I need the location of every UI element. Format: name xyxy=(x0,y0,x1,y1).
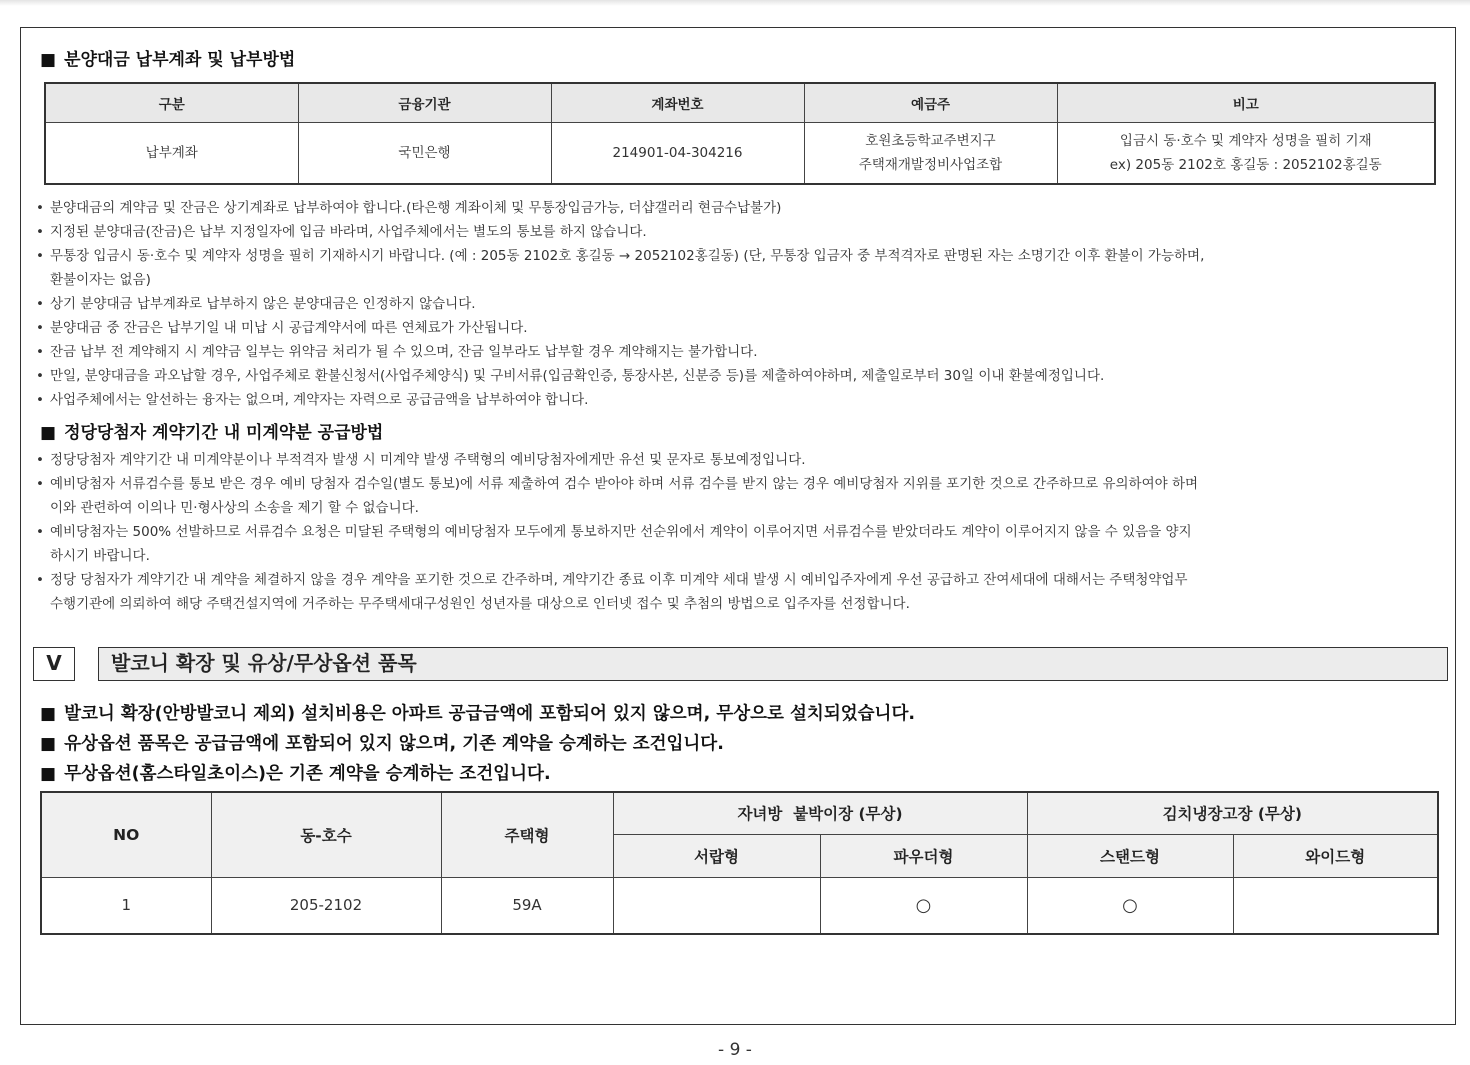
section-title: 발코니 확장 및 유상/무상옵션 품목 xyxy=(98,647,1448,681)
header-drawer: 서랍형 xyxy=(613,834,820,877)
option-line-text: 유상옵션 품목은 공급금액에 포함되어 있지 않으며, 기존 계약을 승계하는 조건입니다. xyxy=(64,734,724,754)
holder-line2: 주택재개발정비사업조합 xyxy=(858,157,1003,173)
header-group-closet: 자녀방 붙박이장 (무상) xyxy=(613,792,1027,834)
payment-account-table xyxy=(44,82,1436,185)
bullet-continuation: 수행기관에 의뢰하여 해당 주택건설지역에 거주하는 무주택세대구성원인 성년자를 대상으로 인터넷 접수 및 추첨의 방법으로 입주자를 선정합니다. xyxy=(50,596,910,612)
cell-drawer xyxy=(613,877,820,934)
cell-account[interactable]: 214901-04-304216 xyxy=(551,123,804,185)
cell-holder xyxy=(804,123,1057,185)
list-item: • 만일, 분양대금을 과오납할 경우, 사업주체로 환불신청서(사업주체양식) 및 구비서류(입금확인증, 통장사본, 신분증 등)를 제출하여야하며, 제출일로부터 30일 이내 환불예정입니다. xyxy=(36,368,1105,384)
top-shadow xyxy=(0,0,1470,6)
option-line-text: 무상옵션(홈스타일초이스)은 기존 계약을 승계하는 조건입니다. xyxy=(64,764,551,784)
page-number: - 9 - xyxy=(718,1040,752,1060)
table-row xyxy=(41,877,1438,934)
bullet-text: 예비당첨자는 500% 선발하므로 서류검수 요청은 미달된 주택형의 예비당첨자 모두에게 통보하지만 선순위에서 계약이 이루어지면 서류검수를 받았더라도 계약이 이루어지지 않을 수 있음을 양지 xyxy=(50,524,1192,540)
list-item: • 사업주체에서는 알선하는 융자는 없으며, 계약자는 자력으로 공급금액을 납부하여야 합니다. xyxy=(36,392,589,408)
header-stand: 스탠드형 xyxy=(1027,834,1233,877)
header-group-kimchi: 김치냉장고장 (무상) xyxy=(1027,792,1438,834)
unsold-heading-text: 정당당첨자 계약기간 내 미계약분 공급방법 xyxy=(64,423,384,443)
bullet-text: 예비당첨자 서류검수를 통보 받은 경우 예비 당첨자 검수일(별도 통보)에 서류 제출하여 검수 받아야 하며 서류 검수를 받지 않는 경우 예비당첨자 지위를 포기한 것으로 간주하므로 유의하여야 하며 xyxy=(50,476,1199,492)
option-line-text: 발코니 확장(안방발코니 제외) 설치비용은 아파트 공급금액에 포함되어 있지 않으며, 무상으로 설치되었습니다. xyxy=(64,704,916,724)
option-table xyxy=(40,791,1439,935)
option-line-2 xyxy=(40,730,724,755)
bullet-text: 사업주체에서는 알선하는 융자는 없으며, 계약자는 자력으로 공급금액을 납부하여야 합니다. xyxy=(50,392,589,408)
cell-no: 1 xyxy=(41,877,211,934)
cell-unit: 205-2102 xyxy=(211,877,441,934)
header-no: NO xyxy=(41,792,211,877)
list-item: • 정당당첨자 계약기간 내 미계약분이나 부적격자 발생 시 미계약 발생 주택형의 예비당첨자에게만 유선 및 문자로 통보예정입니다. xyxy=(36,452,806,468)
header-wide: 와이드형 xyxy=(1233,834,1438,877)
square-bullet-icon: ■ xyxy=(40,423,57,443)
square-bullet-icon: ■ xyxy=(40,734,57,754)
list-item: • 예비당첨자는 500% 선발하므로 서류검수 요청은 미달된 주택형의 예비당첨자 모두에게 통보하지만 선순위에서 계약이 이루어지면 서류검수를 받았더라도 계약이 이루어지지 않을 수 있음을 양지 하시기 바랍니다. xyxy=(36,520,1436,568)
note-line2: ex) 205동 2102호 홍길동 : 2052102홍길동 xyxy=(1109,157,1382,173)
table-header-row xyxy=(41,792,1438,834)
note-line1: 입금시 동·호수 및 계약자 성명을 필히 기재 xyxy=(1119,133,1372,149)
list-item: • 분양대금의 계약금 및 잔금은 상기계좌로 납부하여야 합니다.(타은행 계좌이체 및 무통장입금가능, 더샵갤러리 현금수납불가) xyxy=(36,200,782,216)
header-account: 계좌번호 xyxy=(551,83,804,123)
cell-type: 59A xyxy=(441,877,613,934)
table-row xyxy=(45,123,1435,185)
bullet-text: 분양대금 중 잔금은 납부기일 내 미납 시 공급계약서에 따른 연체료가 가산됩니다. xyxy=(50,320,528,336)
table-header-row xyxy=(45,83,1435,123)
list-item: • 정당 당첨자가 계약기간 내 계약을 체결하지 않을 경우 계약을 포기한 것으로 간주하며, 계약기간 종료 이후 미계약 세대 발생 시 예비입주자에게 우선 공급하고 잔여세대에 대해서는 주택청약업무 수행기관에 의뢰하여 해당 주택건설지역에 거주하는 무주택세대구성원인 성년자를 대상으로 인터넷 접수 및 추첨의 방법으로 입주자를 선정합니다. xyxy=(36,568,1436,616)
bullet-continuation: 하시기 바랍니다. xyxy=(50,548,150,564)
section-number: V xyxy=(33,647,75,681)
bullet-text: 무통장 입금시 동·호수 및 계약자 성명을 필히 기재하시기 바랍니다. (예 : 205동 2102호 홍길동 → 2052102홍길동) (단, 무통장 입금자 중 부적격자로 판명된 자는 소명기간 이후 환불이 가능하며, xyxy=(50,248,1205,264)
header-unit: 동-호수 xyxy=(211,792,441,877)
list-item: • 예비당첨자 서류검수를 통보 받은 경우 예비 당첨자 검수일(별도 통보)에 서류 제출하여 검수 받아야 하며 서류 검수를 받지 않는 경우 예비당첨자 지위를 포기한 것으로 간주하므로 유의하여야 하며 이와 관련하여 이의나 민·형사상의 소송을 제기 할 수 없습니다. xyxy=(36,472,1436,520)
list-item: • 잔금 납부 전 계약해지 시 계약금 일부는 위약금 처리가 될 수 있으며, 잔금 일부라도 납부할 경우 계약해지는 불가합니다. xyxy=(36,344,758,360)
list-item: • 지정된 분양대금(잔금)은 납부 지정일자에 입금 바라며, 사업주체에서는 별도의 통보를 하지 않습니다. xyxy=(36,224,647,240)
cell-note xyxy=(1057,123,1435,185)
header-holder: 예금주 xyxy=(804,83,1057,123)
payment-heading xyxy=(40,45,295,70)
cell-type: 납부계좌 xyxy=(45,123,298,185)
cell-powder: ○ xyxy=(820,877,1027,934)
header-powder: 파우더형 xyxy=(820,834,1027,877)
list-item: • 상기 분양대금 납부계좌로 납부하지 않은 분양대금은 인정하지 않습니다. xyxy=(36,296,476,312)
bullet-text: 잔금 납부 전 계약해지 시 계약금 일부는 위약금 처리가 될 수 있으며, 잔금 일부라도 납부할 경우 계약해지는 불가합니다. xyxy=(50,344,758,360)
holder-line1: 호원초등학교주변지구 xyxy=(865,133,996,149)
bullet-text: 정당당첨자 계약기간 내 미계약분이나 부적격자 발생 시 미계약 발생 주택형의 예비당첨자에게만 유선 및 문자로 통보예정입니다. xyxy=(50,452,806,468)
bullet-continuation: 이와 관련하여 이의나 민·형사상의 소송을 제기 할 수 없습니다. xyxy=(50,500,419,516)
unsold-bullets xyxy=(36,448,1436,616)
option-line-1 xyxy=(40,700,915,725)
header-category: 구분 xyxy=(45,83,298,123)
cell-wide xyxy=(1233,877,1438,934)
cell-stand: ○ xyxy=(1027,877,1233,934)
unsold-heading xyxy=(40,418,383,443)
bullet-text: 상기 분양대금 납부계좌로 납부하지 않은 분양대금은 인정하지 않습니다. xyxy=(50,296,476,312)
payment-bullets xyxy=(36,196,1436,412)
bullet-text: 만일, 분양대금을 과오납할 경우, 사업주체로 환불신청서(사업주체양식) 및 구비서류(입금확인증, 통장사본, 신분증 등)를 제출하여야하며, 제출일로부터 30일 이내 환불예정입니다. xyxy=(50,368,1105,384)
option-line-3 xyxy=(40,760,551,785)
list-item: • 무통장 입금시 동·호수 및 계약자 성명을 필히 기재하시기 바랍니다. (예 : 205동 2102호 홍길동 → 2052102홍길동) (단, 무통장 입금자 중 부적격자로 판명된 자는 소명기간 이후 환불이 가능하며, 환불이자는 없음) xyxy=(36,244,1436,292)
square-bullet-icon: ■ xyxy=(40,764,57,784)
square-bullet-icon: ■ xyxy=(40,50,57,70)
list-item: • 분양대금 중 잔금은 납부기일 내 미납 시 공급계약서에 따른 연체료가 가산됩니다. xyxy=(36,320,528,336)
payment-heading-text: 분양대금 납부계좌 및 납부방법 xyxy=(64,50,296,70)
cell-bank: 국민은행 xyxy=(298,123,551,185)
bullet-continuation: 환불이자는 없음) xyxy=(50,272,151,288)
header-bank: 금융기관 xyxy=(298,83,551,123)
header-note: 비고 xyxy=(1057,83,1435,123)
bullet-text: 정당 당첨자가 계약기간 내 계약을 체결하지 않을 경우 계약을 포기한 것으로 간주하며, 계약기간 종료 이후 미계약 세대 발생 시 예비입주자에게 우선 공급하고 잔여세대에 대해서는 주택청약업무 xyxy=(50,572,1188,588)
header-type: 주택형 xyxy=(441,792,613,877)
square-bullet-icon: ■ xyxy=(40,704,57,724)
bullet-text: 지정된 분양대금(잔금)은 납부 지정일자에 입금 바라며, 사업주체에서는 별도의 통보를 하지 않습니다. xyxy=(50,224,647,240)
bullet-text: 분양대금의 계약금 및 잔금은 상기계좌로 납부하여야 합니다.(타은행 계좌이체 및 무통장입금가능, 더샵갤러리 현금수납불가) xyxy=(50,200,782,216)
